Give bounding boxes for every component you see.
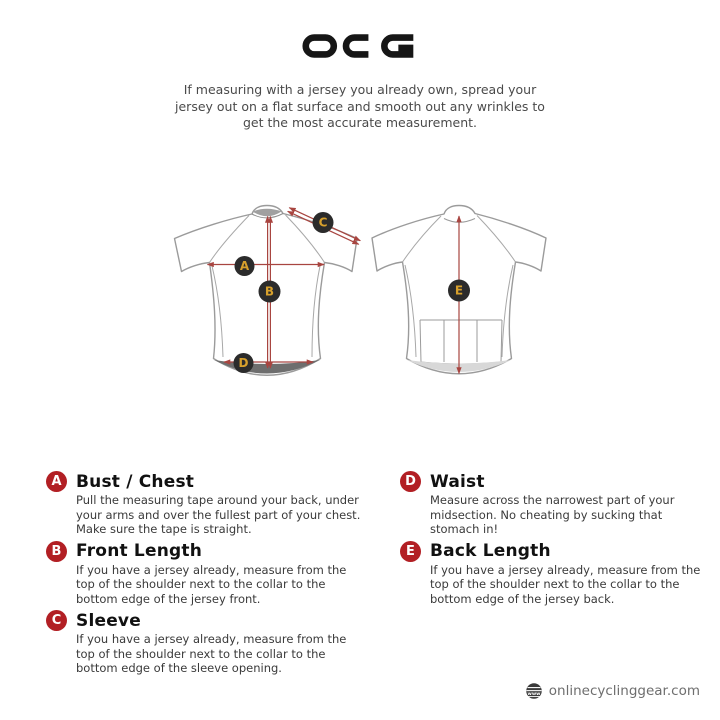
footer-brand xyxy=(525,682,700,700)
ocg-logo xyxy=(0,33,720,63)
marker-c xyxy=(313,212,334,233)
section-bust-chest xyxy=(46,471,361,537)
section-back-length xyxy=(400,541,700,607)
section-badge-c: C xyxy=(46,610,67,631)
section-waist xyxy=(400,471,700,537)
section-description-back-length: If you have a jersey already, measure from the top of the shoulder next to the collar to the bottom edge of the jersey back. xyxy=(430,562,701,606)
measure-sections-left xyxy=(46,471,361,680)
globe-www-text: www xyxy=(527,692,541,698)
footer-site-text: onlinecyclinggear.com xyxy=(548,683,700,699)
jersey-measurement-diagram xyxy=(0,160,720,405)
marker-c-letter: C xyxy=(318,215,328,230)
marker-d xyxy=(234,353,254,373)
section-description-waist: Measure across the narrowest part of your midsection. No cheating by sucking that stomach in! xyxy=(430,493,675,536)
section-badge-e: E xyxy=(400,541,421,562)
section-description-sleeve: If you have a jersey already, measure from the top of the shoulder next to the collar to the bottom edge of the sleeve opening. xyxy=(76,632,347,675)
globe-www-icon xyxy=(525,682,543,700)
marker-e-letter: E xyxy=(454,283,464,298)
marker-a-letter: A xyxy=(239,259,250,274)
section-title-waist: Waist xyxy=(430,471,485,492)
marker-a xyxy=(235,256,255,276)
section-front-length xyxy=(46,541,346,607)
marker-b-letter: B xyxy=(264,284,275,299)
section-title-front-length: Front Length xyxy=(76,541,202,561)
section-title-bust-chest: Bust / Chest xyxy=(76,471,195,492)
marker-e xyxy=(448,280,470,302)
marker-d-letter: D xyxy=(238,356,249,371)
section-badge-b: B xyxy=(46,541,67,562)
ocg-logo-glyphs xyxy=(302,33,418,59)
section-sleeve xyxy=(46,610,346,676)
measure-sections-right xyxy=(400,471,700,610)
section-description-bust-chest: Pull the measuring tape around your back, under your arms and over the fullest part of your chest. Make sure the tape is straight. xyxy=(76,493,361,536)
section-description-front-length: If you have a jersey already, measure from the top of the shoulder next to the collar to the bottom edge of the jersey front. xyxy=(76,562,347,606)
section-title-sleeve: Sleeve xyxy=(76,610,141,631)
section-title-back-length: Back Length xyxy=(430,541,551,561)
section-badge-a: A xyxy=(46,471,67,492)
intro-text: If measuring with a jersey you already own, spread your jersey out on a flat surface and smooth out any wrinkles to get the most accurate measurement. xyxy=(175,82,545,131)
section-badge-d: D xyxy=(400,471,421,492)
marker-b xyxy=(259,281,281,303)
